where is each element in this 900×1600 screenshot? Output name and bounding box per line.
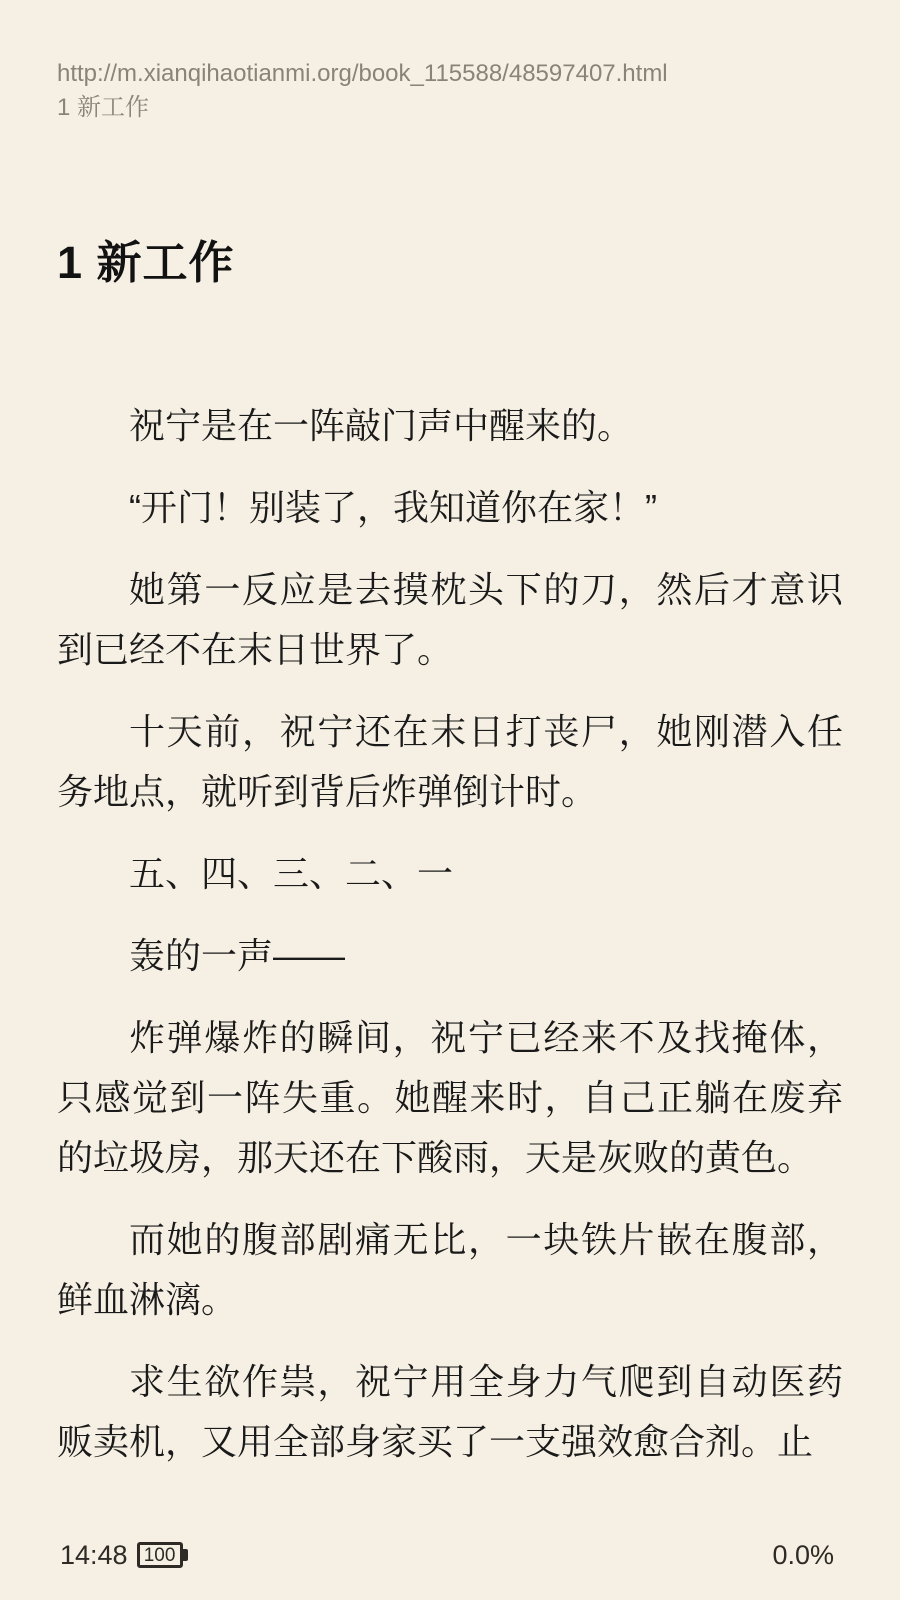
status-bar <box>60 1540 834 1570</box>
paragraph: 祝宁是在一阵敲门声中醒来的。 <box>129 405 634 446</box>
header-chapter-label: 1 新工作 <box>57 94 150 121</box>
paragraph: 而她的腹部剧痛无比，一块铁片嵌在腹部，鲜血淋漓。 <box>57 1219 843 1320</box>
battery-icon <box>137 1542 183 1568</box>
clock-label: 14:48 <box>60 1539 128 1570</box>
chapter-title: 1 新工作 <box>57 237 235 288</box>
battery-level-label: 100 <box>143 1544 176 1566</box>
status-left <box>60 1540 189 1571</box>
page-header <box>57 57 843 125</box>
paragraph: 求生欲作祟，祝宁用全身力气爬到自动医药贩卖机，又用全部身家买了一支强效愈合剂。止 <box>57 1361 843 1462</box>
paragraph: 十天前，祝宁还在末日打丧尸，她刚潜入任务地点，就听到背后炸弹倒计时。 <box>57 711 843 812</box>
paragraph: 五、四、三、二、一 <box>129 853 454 894</box>
paragraph: 轰的一声—— <box>129 935 346 976</box>
status-right <box>772 1540 834 1571</box>
reading-progress-label: 0.0% <box>772 1539 834 1570</box>
page-url: http://m.xianqihaotianmi.org/book_115588/48597407.html <box>57 60 668 87</box>
paragraph: 她第一反应是去摸枕头下的刀，然后才意识到已经不在末日世界了。 <box>57 569 843 670</box>
paragraph: “开门！别装了，我知道你在家！” <box>129 487 657 528</box>
paragraph: 炸弹爆炸的瞬间，祝宁已经来不及找掩体，只感觉到一阵失重。她醒来时，自己正躺在废弃的垃圾房，那天还在下酸雨，天是灰败的黄色。 <box>57 1017 843 1178</box>
reading-area[interactable] <box>57 396 843 1494</box>
